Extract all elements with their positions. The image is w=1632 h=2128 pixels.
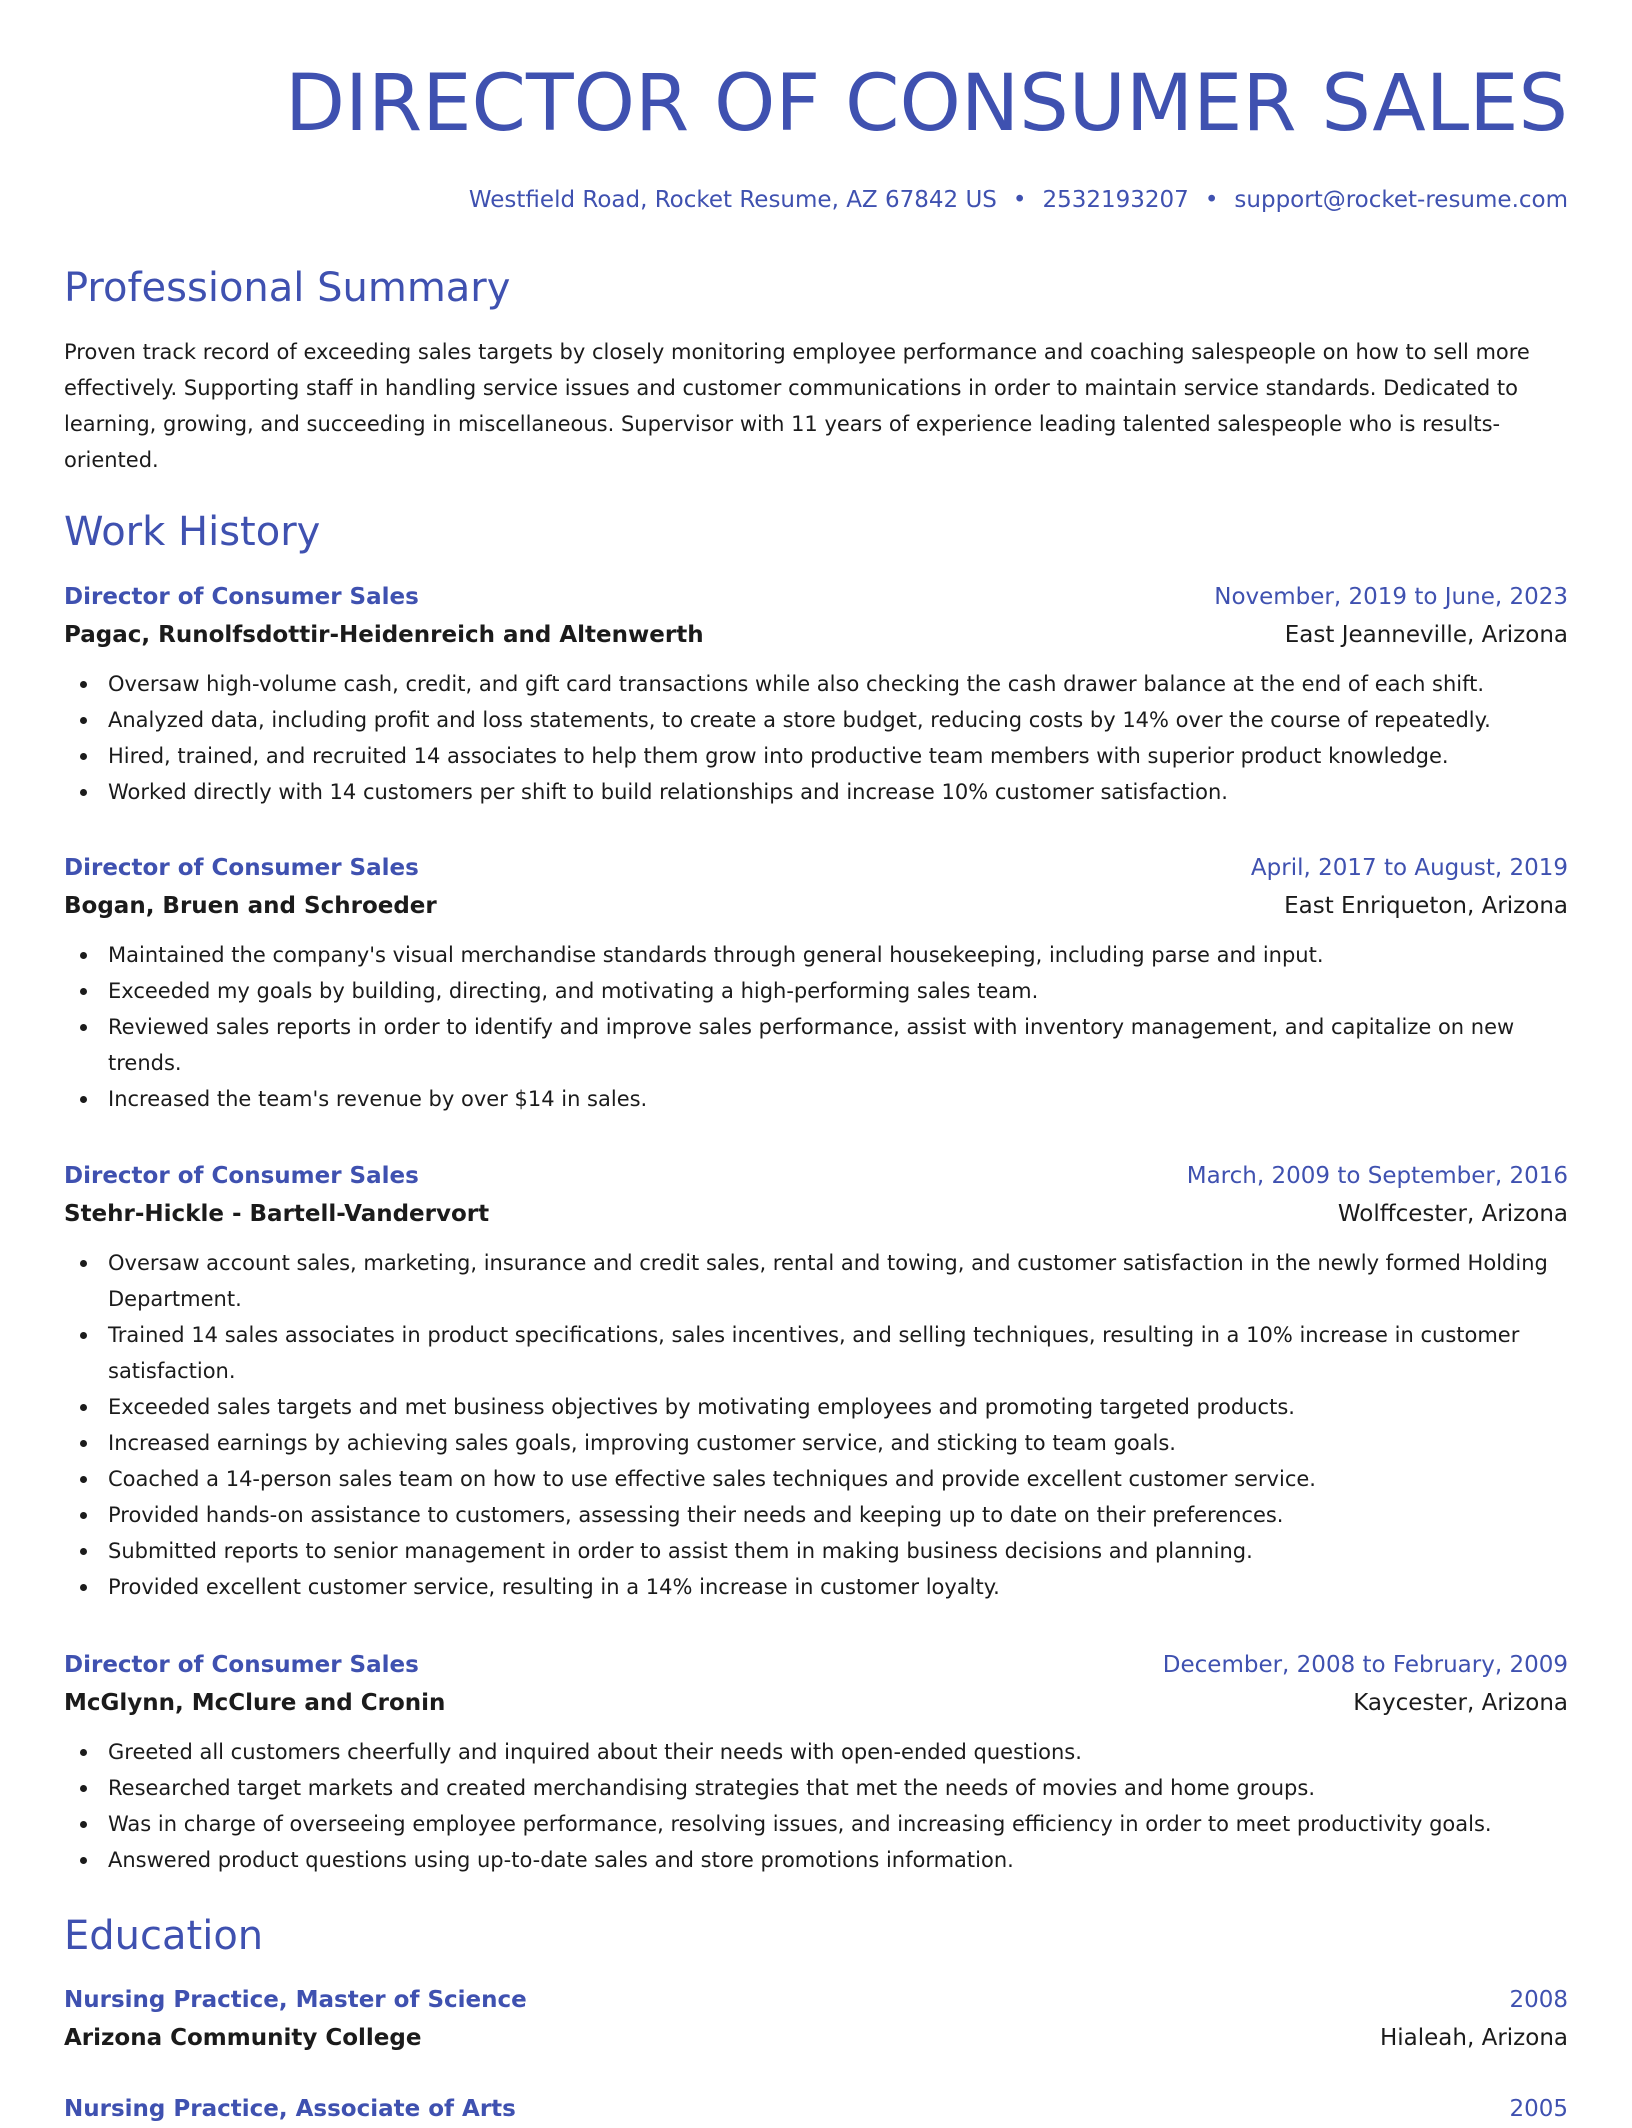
section-title-summary: Professional Summary <box>64 265 511 311</box>
bullet-item: Increased earnings by achieving sales goals, improving customer service, and sticking to team goals. <box>108 1425 1568 1461</box>
education-school: Arizona Community College <box>64 2025 422 2051</box>
bullet-item: Maintained the company's visual merchandise standards through general housekeeping, including parse and input. <box>108 937 1568 973</box>
job-company: McGlynn, McClure and Cronin <box>64 1690 446 1716</box>
resume-page <box>64 0 1568 2122</box>
bullet-item: Exceeded sales targets and met business objectives by motivating employees and promoting targeted products. <box>108 1389 1568 1425</box>
job-role: Director of Consumer Sales <box>64 855 419 881</box>
job-company: Bogan, Bruen and Schroeder <box>64 893 437 919</box>
job-header-row <box>64 1157 1568 1195</box>
education-year: 2005 <box>1509 2096 1568 2122</box>
job-company-row <box>64 1684 1568 1722</box>
contact-email: support@rocket-resume.com <box>1234 187 1568 213</box>
bullet-item: Oversaw high-volume cash, credit, and gift card transactions while also checking the cash drawer balance at the end of each shift. <box>108 666 1568 702</box>
job-entry <box>64 578 1568 810</box>
job-dates: April, 2017 to August, 2019 <box>1250 855 1568 881</box>
bullet-item: Reviewed sales reports in order to identify and improve sales performance, assist with inventory management, and capitalize on new trends. <box>108 1009 1568 1081</box>
bullet-item: Exceeded my goals by building, directing, and motivating a high-performing sales team. <box>108 973 1568 1009</box>
contact-phone: 2532193207 <box>1042 187 1189 213</box>
bullet-item: Researched target markets and created merchandising strategies that met the needs of movies and home groups. <box>108 1770 1568 1806</box>
education-degree: Nursing Practice, Master of Science <box>64 1987 527 2013</box>
resume-name: DIRECTOR OF CONSUMER SALES <box>284 59 1568 149</box>
education-entry <box>64 1981 1568 2057</box>
bullet-item: Was in charge of overseeing employee performance, resolving issues, and increasing efficiency in order to meet productivity goals. <box>108 1806 1568 1842</box>
section-title-education: Education <box>64 1913 264 1959</box>
bullet-item: Greeted all customers cheerfully and inquired about their needs with open-ended questions. <box>108 1734 1568 1770</box>
job-dates: November, 2019 to June, 2023 <box>1214 584 1568 610</box>
bullet-item: Oversaw account sales, marketing, insurance and credit sales, rental and towing, and customer satisfaction in the newly formed Holding Department. <box>108 1245 1568 1317</box>
job-header-row <box>64 578 1568 616</box>
job-entry <box>64 849 1568 1117</box>
bullet-item: Hired, trained, and recruited 14 associates to help them grow into productive team members with superior product knowledge. <box>108 738 1568 774</box>
job-header-row <box>64 1646 1568 1684</box>
bullet-item: Coached a 14-person sales team on how to use effective sales techniques and provide excellent customer service. <box>108 1461 1568 1497</box>
job-entry <box>64 1157 1568 1605</box>
contact-separator: • <box>1204 187 1219 213</box>
education-school-row <box>64 2019 1568 2057</box>
bullet-item: Provided excellent customer service, resulting in a 14% increase in customer loyalty. <box>108 1569 1568 1605</box>
job-role: Director of Consumer Sales <box>64 584 419 610</box>
bullet-item: Analyzed data, including profit and loss statements, to create a store budget, reducing costs by 14% over the course of repeatedly. <box>108 702 1568 738</box>
job-header-row <box>64 849 1568 887</box>
job-company-row <box>64 1195 1568 1233</box>
job-dates: March, 2009 to September, 2016 <box>1186 1163 1568 1189</box>
bullet-item: Increased the team's revenue by over $14 in sales. <box>108 1081 1568 1117</box>
job-bullets <box>64 666 1568 810</box>
section-title-work-history: Work History <box>64 509 321 555</box>
bullet-item: Answered product questions using up-to-date sales and store promotions information. <box>108 1842 1568 1878</box>
summary-text: Proven track record of exceeding sales targets by closely monitoring employee performance and coaching salespeople on how to sell more effectively. Supporting staff in handling service issues and customer communications in order to maintain service standards. Dedicated to learning, growing, and succeeding in miscellaneous. Supervisor with 11 years of experience leading talented salespeople who is results-oriented. <box>64 340 1530 472</box>
education-year: 2008 <box>1509 1987 1568 2013</box>
bullet-item: Trained 14 sales associates in product specifications, sales incentives, and selling techniques, resulting in a 10% increase in customer satisfaction. <box>108 1317 1568 1389</box>
job-bullets <box>64 937 1568 1117</box>
job-location: East Enriqueton, Arizona <box>1284 893 1568 919</box>
contact-address: Westfield Road, Rocket Resume, AZ 67842 US <box>468 187 997 213</box>
contact-line <box>469 184 1568 216</box>
job-company-row <box>64 887 1568 925</box>
job-entry <box>64 1646 1568 1878</box>
job-location: East Jeanneville, Arizona <box>1284 622 1568 648</box>
job-role: Director of Consumer Sales <box>64 1163 419 1189</box>
education-header-row <box>64 2090 1568 2128</box>
job-role: Director of Consumer Sales <box>64 1652 419 1678</box>
education-header-row <box>64 1981 1568 2019</box>
job-bullets <box>64 1245 1568 1605</box>
contact-separator: • <box>1012 187 1027 213</box>
bullet-item: Provided hands-on assistance to customers, assessing their needs and keeping up to date on their preferences. <box>108 1497 1568 1533</box>
bullet-item: Submitted reports to senior management in order to assist them in making business decisions and planning. <box>108 1533 1568 1569</box>
job-location: Wolffcester, Arizona <box>1337 1201 1568 1227</box>
job-company: Pagac, Runolfsdottir-Heidenreich and Altenwerth <box>64 622 704 648</box>
education-location: Hialeah, Arizona <box>1379 2025 1568 2051</box>
job-location: Kaycester, Arizona <box>1353 1690 1568 1716</box>
job-bullets <box>64 1734 1568 1878</box>
job-dates: December, 2008 to February, 2009 <box>1162 1652 1568 1678</box>
education-degree: Nursing Practice, Associate of Arts <box>64 2096 516 2122</box>
bullet-item: Worked directly with 14 customers per shift to build relationships and increase 10% customer satisfaction. <box>108 774 1568 810</box>
education-entry <box>64 2090 1568 2128</box>
job-company-row <box>64 616 1568 654</box>
job-company: Stehr-Hickle - Bartell-Vandervort <box>64 1201 490 1227</box>
